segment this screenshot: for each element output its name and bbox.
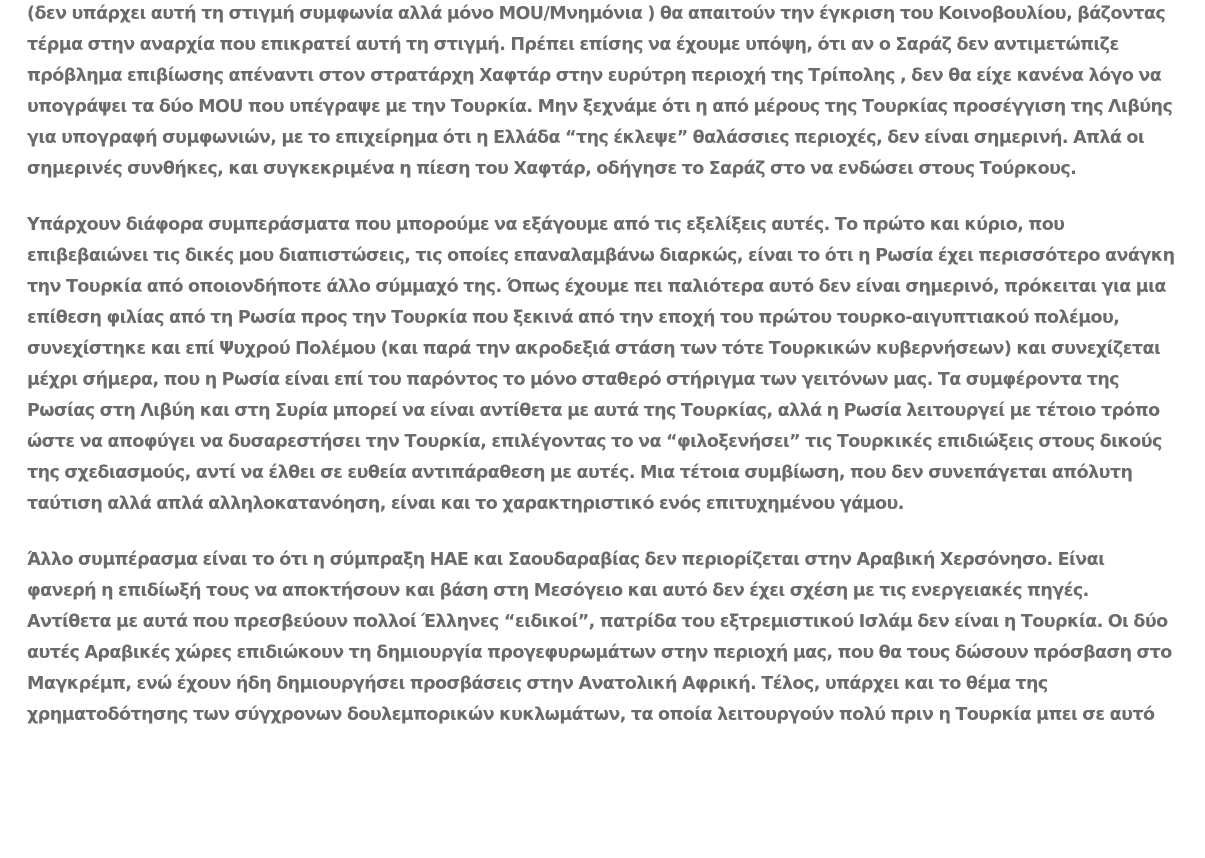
- article-body: [27, 0, 1177, 756]
- article-paragraph-2: Υπάρχουν διάφορα συμπεράσματα που μπορούμε να εξάγουμε από τις εξελίξεις αυτές. Το πρώτο και κύριο, που επιβεβαιώνει τις δικές μου διαπιστώσεις, τις οποίες επαναλαμβάνω διαρκώς, είναι το ότι η Ρωσία έχει περισσότερο ανάγκη την Τουρκία από οποιονδήποτε άλλο σύμμαχό της. Όπως έχουμε πει παλιότερα αυτό δεν είναι σημερινό, πρόκειται για μια επίθεση φιλίας από τη Ρωσία προς την Τουρκία που ξεκινά από την εποχή του πρώτου τουρκο-αιγυπτιακού πολέμου, συνεχίστηκε και επί Ψυχρού Πολέμου (και παρά την ακροδεξιά στάση των τότε Τουρκικών κυβερνήσεων) και συνεχίζεται μέχρι σήμερα, που η Ρωσία είναι επί του παρόντος το μόνο σταθερό στήριγμα των γειτόνων μας. Τα συμφέροντα της Ρωσίας στη Λιβύη και στη Συρία μπορεί να είναι αντίθετα με αυτά της Τουρκίας, αλλά η Ρωσία λειτουργεί με τέτοιο τρόπο ώστε να αποφύγει να δυσαρεστήσει την Τουρκία, επιλέγοντας το να “φιλοξενήσει” τις Τουρκικές επιδιώξεις στους δικούς της σχεδιασμούς, αντί να έλθει σε ευθεία αντιπάραθεση με αυτές. Μια τέτοια συμβίωση, που δεν συνεπάγεται απόλυτη ταύτιση αλλά απλά αλληλοκατανόηση, είναι και το χαρακτηριστικό ενός επιτυχημένου γάμου.: [27, 215, 1175, 514]
- article-paragraph-1: (δεν υπάρχει αυτή τη στιγμή συμφωνία αλλά μόνο MOU/Μνημόνια ) θα απαιτούν την έγκριση του Κοινοβουλίου, βάζοντας τέρμα στην αναρχία που επικρατεί αυτή τη στιγμή. Πρέπει επίσης να έχουμε υπόψη, ότι αν ο Σαράζ δεν αντιμετώπιζε πρόβλημα επιβίωσης απέναντι στον στρατάρχη Χαφτάρ στην ευρύτρη περιοχή της Τρίπολης , δεν θα είχε κανένα λόγο να υπογράψει τα δύο MOU που υπέγραψε με την Τουρκία. Μην ξεχνάμε ότι η από μέρους της Τουρκίας προσέγγιση της Λιβύης για υπογραφή συμφωνιών, με το επιχείρημα ότι η Ελλάδα “της έκλεψε” θαλάσσιες περιοχές, δεν είναι σημερινή. Απλά οι σημερινές συνθήκες, και συγκεκριμένα η πίεση του Χαφτάρ, οδήγησε το Σαράζ στο να ενδώσει στους Τούρκους.: [27, 4, 1173, 179]
- article-paragraph-3: Άλλο συμπέρασμα είναι το ότι η σύμπραξη ΗΑΕ και Σαουδαραβίας δεν περιορίζεται στην Αραβική Χερσόνησο. Είναι φανερή η επιδίωξή τους να αποκτήσουν και βάση στη Μεσόγειο και αυτό δεν έχει σχέση με τις ενεργειακές πηγές. Αντίθετα με αυτά που πρεσβεύουν πολλοί Έλληνες “ειδικοί”, πατρίδα του εξτρεμιστικού Ισλάμ δεν είναι η Τουρκία. Οι δύο αυτές Αραβικές χώρες επιδιώκουν τη δημιουργία προγεφυρωμάτων στην περιοχή μας, που θα τους δώσουν πρόσβαση στο Μαγκρέμπ, ενώ έχουν ήδη δημιουργήσει προσβάσεις στην Ανατολική Αφρική. Τέλος, υπάρχει και το θέμα της χρηματοδότησης των σύγχρονων δουλεμπορικών κυκλωμάτων, τα οποία λειτουργούν πολύ πριν η Τουρκία μπει σε αυτό: [27, 550, 1172, 725]
